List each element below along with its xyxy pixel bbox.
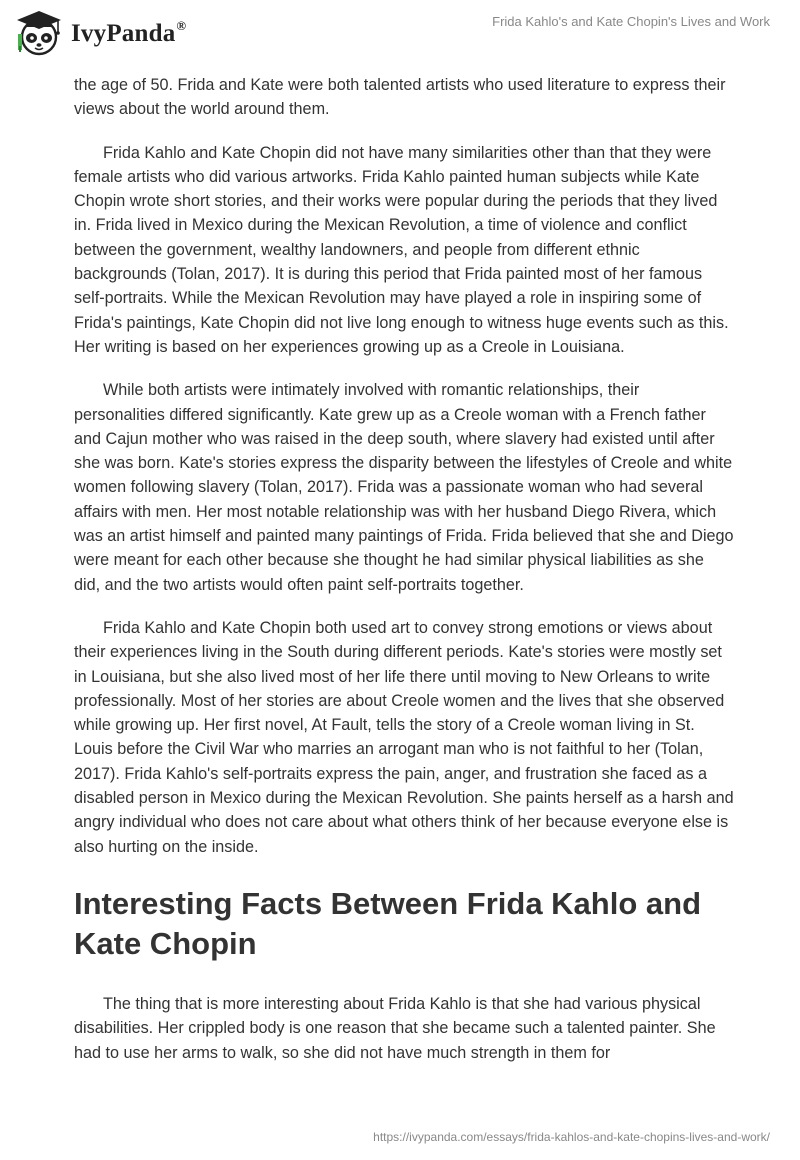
paragraph: Frida Kahlo and Kate Chopin both used art to convey strong emotions or views about their experiences living in the South during different periods. Kate's stories were mostly set in Louisiana, but she also lived most of her life there until moving to New Orleans to write professionally. Most of her stories are about Creole women and the lives that she observed while growing up. Her first novel, At Fault, tells the story of a Creole woman living in St. Louis before the Civil War who marries an arrogant man who is not faithful to her (Tolan, 2017). Frida Kahlo's self-portraits express the pain, anger, and frustration she faced as a disabled person in Mexico during the Mexican Revolution. She paints herself as a harsh and angry individual who does not care about what others think of her because everyone else is also hurting on the inside. [74,618,734,856]
paragraph: the age of 50. Frida and Kate were both talented artists who used literature to express their views about the world around them. [74,76,726,119]
section-heading: Interesting Facts Between Frida Kahlo and Kate Chopin [74,885,702,961]
panda-graduate-icon [14,8,64,58]
source-url[interactable]: https://ivypanda.com/essays/frida-kahlos-and-kate-chopins-lives-and-work/ [373,1130,770,1144]
ivypanda-logo[interactable] [14,8,186,58]
paragraph: Frida Kahlo and Kate Chopin did not have many similarities other than that they were female artists who did various artworks. Frida Kahlo painted human subjects while Kate Chopin wrote short stories, and their works were popular during the periods that they lived in. Frida lived in Mexico during the Mexican Revolution, a time of violence and conflict between the government, wealthy landowners, and people from different ethnic backgrounds (Tolan, 2017). It is during this period that Frida painted most of her famous self-portraits. While the Mexican Revolution may have played a role in inspiring some of Frida's paintings, Kate Chopin did not live long enough to witness huge events such as this. Her writing is based on her experiences growing up as a Creole in Louisiana. [74,143,729,356]
brand-name: IvyPanda® [71,18,187,47]
page-header [0,0,800,72]
document-title: Frida Kahlo's and Kate Chopin's Lives and Work [492,14,770,29]
paragraph: While both artists were intimately involved with romantic relationships, their personalities differed significantly. Kate grew up as a Creole woman with a French father and Cajun mother who was raised in the deep south, where slavery had existed until after she was born. Kate's stories express the disparity between the lifestyles of Creole and white women following slavery (Tolan, 2017). Frida was a passionate woman who had several affairs with men. Her most notable relationship was with her husband Diego Rivera, which was an artist himself and painted many paintings of Frida. Frida believed that she and Diego were meant for each other because she thought he had similar physical liabilities as she did, and the two artists would often paint self-portraits together. [74,381,734,594]
essay-content [74,72,734,1084]
paragraph: The thing that is more interesting about Frida Kahlo is that she had various physical disabilities. Her crippled body is one reason that she became such a talented painter. She had to use her arms to walk, so she did not have much strength in them for [74,994,716,1062]
